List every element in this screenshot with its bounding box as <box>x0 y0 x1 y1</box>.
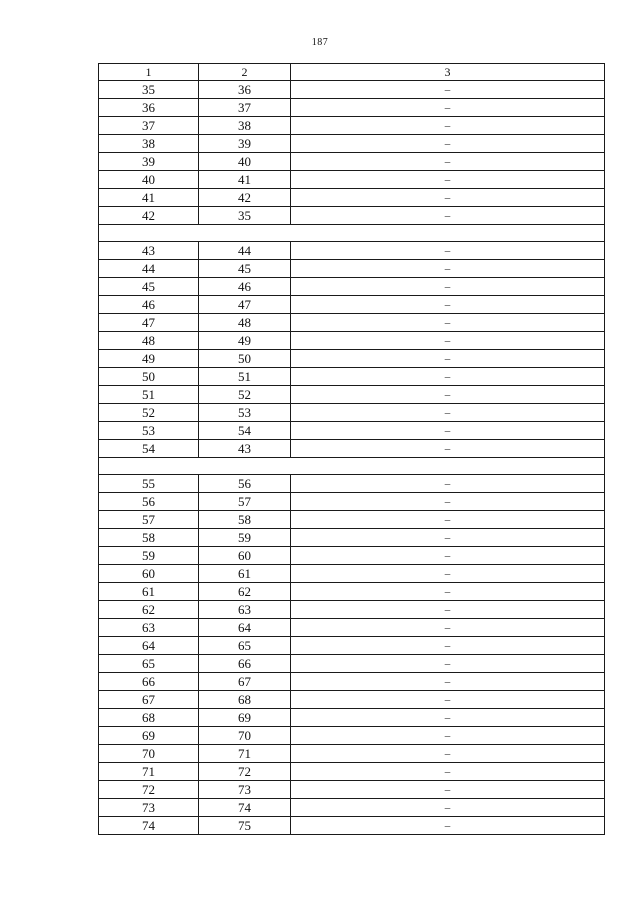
table-cell-col-1: 61 <box>99 583 199 601</box>
table-cell-col-1: 51 <box>99 386 199 404</box>
dash-value: – <box>444 335 451 347</box>
table-cell-col-1: 35 <box>99 81 199 99</box>
table-cell-col-2: 50 <box>199 350 291 368</box>
table-row <box>99 781 605 799</box>
table-row <box>99 135 605 153</box>
table-cell-col-2: 43 <box>199 440 291 458</box>
table-cell-col-2: 53 <box>199 404 291 422</box>
table-cell-col-1: 52 <box>99 404 199 422</box>
table-cell-col-2: 49 <box>199 332 291 350</box>
table-cell-col-2: 64 <box>199 619 291 637</box>
table-cell-col-1: 71 <box>99 763 199 781</box>
table-row <box>99 278 605 296</box>
table-cell-col-2: 52 <box>199 386 291 404</box>
table-cell-col-3 <box>291 475 605 493</box>
table-row <box>99 601 605 619</box>
table-cell-col-1: 72 <box>99 781 199 799</box>
table-cell-col-3 <box>291 117 605 135</box>
table-cell-col-3 <box>291 368 605 386</box>
table-row <box>99 637 605 655</box>
column-header-3: 3 <box>291 64 605 81</box>
dash-value: – <box>444 317 451 329</box>
table-cell-col-2: 61 <box>199 565 291 583</box>
table-cell-col-1: 49 <box>99 350 199 368</box>
table-cell-col-2: 73 <box>199 781 291 799</box>
table-row <box>99 153 605 171</box>
table-cell-col-3 <box>291 709 605 727</box>
dash-value: – <box>444 443 451 455</box>
table-cell-col-3 <box>291 673 605 691</box>
table-cell-col-3 <box>291 296 605 314</box>
table-cell-col-3 <box>291 547 605 565</box>
table-cell-col-3 <box>291 422 605 440</box>
dash-value: – <box>444 281 451 293</box>
dash-value: – <box>444 514 451 526</box>
table-cell-col-1: 70 <box>99 745 199 763</box>
table-row <box>99 296 605 314</box>
table-cell-col-3 <box>291 799 605 817</box>
table-cell-col-2: 44 <box>199 242 291 260</box>
table-cell-col-2: 57 <box>199 493 291 511</box>
table-cell-col-3 <box>291 493 605 511</box>
dash-value: – <box>444 568 451 580</box>
table-row <box>99 727 605 745</box>
table-row <box>99 404 605 422</box>
table-row <box>99 242 605 260</box>
dash-value: – <box>444 766 451 778</box>
table-cell-col-1: 50 <box>99 368 199 386</box>
table-cell-col-3 <box>291 511 605 529</box>
table-cell-col-2: 60 <box>199 547 291 565</box>
table-row <box>99 691 605 709</box>
table-row <box>99 565 605 583</box>
table-row <box>99 799 605 817</box>
table-cell-col-1: 74 <box>99 817 199 835</box>
dash-value: – <box>444 478 451 490</box>
table-cell-col-3 <box>291 386 605 404</box>
table-cell-col-1: 62 <box>99 601 199 619</box>
dash-value: – <box>444 245 451 257</box>
dash-value: – <box>444 784 451 796</box>
dash-value: – <box>444 102 451 114</box>
table-cell-col-3 <box>291 314 605 332</box>
table-cell-col-3 <box>291 601 605 619</box>
table-cell-col-3 <box>291 565 605 583</box>
table-cell-col-3 <box>291 207 605 225</box>
table-cell-col-2: 65 <box>199 637 291 655</box>
dash-value: – <box>444 138 451 150</box>
table-cell-col-1: 69 <box>99 727 199 745</box>
table-cell-col-2: 58 <box>199 511 291 529</box>
table-cell-col-1: 64 <box>99 637 199 655</box>
table-cell-col-1: 46 <box>99 296 199 314</box>
dash-value: – <box>444 299 451 311</box>
dash-value: – <box>444 407 451 419</box>
dash-value: – <box>444 84 451 96</box>
dash-value: – <box>444 802 451 814</box>
table-cell-col-2: 67 <box>199 673 291 691</box>
dash-value: – <box>444 353 451 365</box>
table-cell-col-2: 74 <box>199 799 291 817</box>
table-cell-col-2: 42 <box>199 189 291 207</box>
table-cell-col-3 <box>291 440 605 458</box>
dash-value: – <box>444 263 451 275</box>
table-cell-col-2: 41 <box>199 171 291 189</box>
table-cell-col-1: 36 <box>99 99 199 117</box>
dash-value: – <box>444 210 451 222</box>
dash-value: – <box>444 496 451 508</box>
column-header-2: 2 <box>199 64 291 81</box>
dash-value: – <box>444 622 451 634</box>
dash-value: – <box>444 425 451 437</box>
table-cell-col-1: 40 <box>99 171 199 189</box>
table-row <box>99 99 605 117</box>
table-cell-col-1: 45 <box>99 278 199 296</box>
table-cell-col-1: 73 <box>99 799 199 817</box>
table-row <box>99 763 605 781</box>
table-cell-col-2: 68 <box>199 691 291 709</box>
table-row <box>99 81 605 99</box>
dash-value: – <box>444 120 451 132</box>
table-cell-col-3 <box>291 99 605 117</box>
table-cell-col-3 <box>291 637 605 655</box>
group-separator-cell <box>99 458 605 475</box>
table-cell-col-1: 55 <box>99 475 199 493</box>
table-row <box>99 440 605 458</box>
table-row <box>99 260 605 278</box>
table-row <box>99 529 605 547</box>
table-row <box>99 493 605 511</box>
table-cell-col-1: 39 <box>99 153 199 171</box>
dash-value: – <box>444 658 451 670</box>
table-cell-col-3 <box>291 332 605 350</box>
dash-value: – <box>444 532 451 544</box>
table-cell-col-3 <box>291 727 605 745</box>
table-cell-col-3 <box>291 171 605 189</box>
table-cell-col-1: 47 <box>99 314 199 332</box>
table-cell-col-2: 40 <box>199 153 291 171</box>
dash-value: – <box>444 174 451 186</box>
table-cell-col-3 <box>291 763 605 781</box>
table-cell-col-3 <box>291 81 605 99</box>
table-cell-col-3 <box>291 278 605 296</box>
table-cell-col-1: 42 <box>99 207 199 225</box>
table-cell-col-1: 44 <box>99 260 199 278</box>
table-row <box>99 547 605 565</box>
dash-value: – <box>444 550 451 562</box>
table-cell-col-2: 54 <box>199 422 291 440</box>
table-cell-col-2: 69 <box>199 709 291 727</box>
dash-value: – <box>444 604 451 616</box>
table-cell-col-3 <box>291 691 605 709</box>
dash-value: – <box>444 676 451 688</box>
table-cell-col-2: 39 <box>199 135 291 153</box>
table-cell-col-1: 67 <box>99 691 199 709</box>
table-cell-col-2: 56 <box>199 475 291 493</box>
table-row <box>99 189 605 207</box>
group-separator-row <box>99 458 605 475</box>
table-cell-col-2: 45 <box>199 260 291 278</box>
table-cell-col-3 <box>291 242 605 260</box>
table-cell-col-2: 46 <box>199 278 291 296</box>
table-cell-col-3 <box>291 135 605 153</box>
table-cell-col-3 <box>291 189 605 207</box>
table-cell-col-2: 35 <box>199 207 291 225</box>
dash-value: – <box>444 640 451 652</box>
table-row <box>99 673 605 691</box>
dash-value: – <box>444 586 451 598</box>
dash-value: – <box>444 748 451 760</box>
table-cell-col-1: 59 <box>99 547 199 565</box>
table-cell-col-1: 58 <box>99 529 199 547</box>
table-cell-col-2: 70 <box>199 727 291 745</box>
table-row <box>99 368 605 386</box>
table-row <box>99 332 605 350</box>
table-cell-col-1: 48 <box>99 332 199 350</box>
table-cell-col-3 <box>291 817 605 835</box>
table-cell-col-2: 59 <box>199 529 291 547</box>
table-cell-col-2: 51 <box>199 368 291 386</box>
table-cell-col-1: 38 <box>99 135 199 153</box>
data-table <box>98 63 605 835</box>
table-row <box>99 583 605 601</box>
table-cell-col-2: 38 <box>199 117 291 135</box>
dash-value: – <box>444 192 451 204</box>
table-cell-col-2: 47 <box>199 296 291 314</box>
table-cell-col-2: 62 <box>199 583 291 601</box>
table-cell-col-3 <box>291 350 605 368</box>
table-row <box>99 475 605 493</box>
table-body <box>99 64 605 835</box>
table-cell-col-3 <box>291 745 605 763</box>
table-cell-col-3 <box>291 781 605 799</box>
table-cell-col-1: 60 <box>99 565 199 583</box>
dash-value: – <box>444 730 451 742</box>
dash-value: – <box>444 389 451 401</box>
table-row <box>99 171 605 189</box>
table-cell-col-3 <box>291 655 605 673</box>
table-row <box>99 745 605 763</box>
table-cell-col-2: 37 <box>199 99 291 117</box>
table-row <box>99 709 605 727</box>
table-cell-col-1: 41 <box>99 189 199 207</box>
table-cell-col-2: 63 <box>199 601 291 619</box>
table-cell-col-3 <box>291 153 605 171</box>
dash-value: – <box>444 694 451 706</box>
table-cell-col-2: 48 <box>199 314 291 332</box>
table-cell-col-3 <box>291 529 605 547</box>
table-cell-col-1: 63 <box>99 619 199 637</box>
table-cell-col-1: 37 <box>99 117 199 135</box>
table-row <box>99 314 605 332</box>
table-cell-col-1: 65 <box>99 655 199 673</box>
table-cell-col-3 <box>291 404 605 422</box>
table-row <box>99 511 605 529</box>
table-cell-col-2: 36 <box>199 81 291 99</box>
page-number: 187 <box>311 37 329 48</box>
group-separator-cell <box>99 225 605 242</box>
table-row <box>99 350 605 368</box>
table-cell-col-1: 43 <box>99 242 199 260</box>
table-cell-col-3 <box>291 260 605 278</box>
table-cell-col-1: 53 <box>99 422 199 440</box>
table-cell-col-3 <box>291 619 605 637</box>
table-cell-col-3 <box>291 583 605 601</box>
table-row <box>99 619 605 637</box>
table-row <box>99 422 605 440</box>
table-header-row <box>99 64 605 81</box>
table-cell-col-2: 75 <box>199 817 291 835</box>
table-cell-col-2: 66 <box>199 655 291 673</box>
table-cell-col-1: 56 <box>99 493 199 511</box>
table-row <box>99 207 605 225</box>
dash-value: – <box>444 371 451 383</box>
dash-value: – <box>444 712 451 724</box>
table-cell-col-1: 54 <box>99 440 199 458</box>
dash-value: – <box>444 820 451 832</box>
table-cell-col-2: 72 <box>199 763 291 781</box>
table-cell-col-1: 57 <box>99 511 199 529</box>
table-cell-col-2: 71 <box>199 745 291 763</box>
table-row <box>99 386 605 404</box>
table-row <box>99 655 605 673</box>
table-row <box>99 817 605 835</box>
table-cell-col-1: 66 <box>99 673 199 691</box>
dash-value: – <box>444 156 451 168</box>
group-separator-row <box>99 225 605 242</box>
column-header-1: 1 <box>99 64 199 81</box>
table-cell-col-1: 68 <box>99 709 199 727</box>
table-row <box>99 117 605 135</box>
